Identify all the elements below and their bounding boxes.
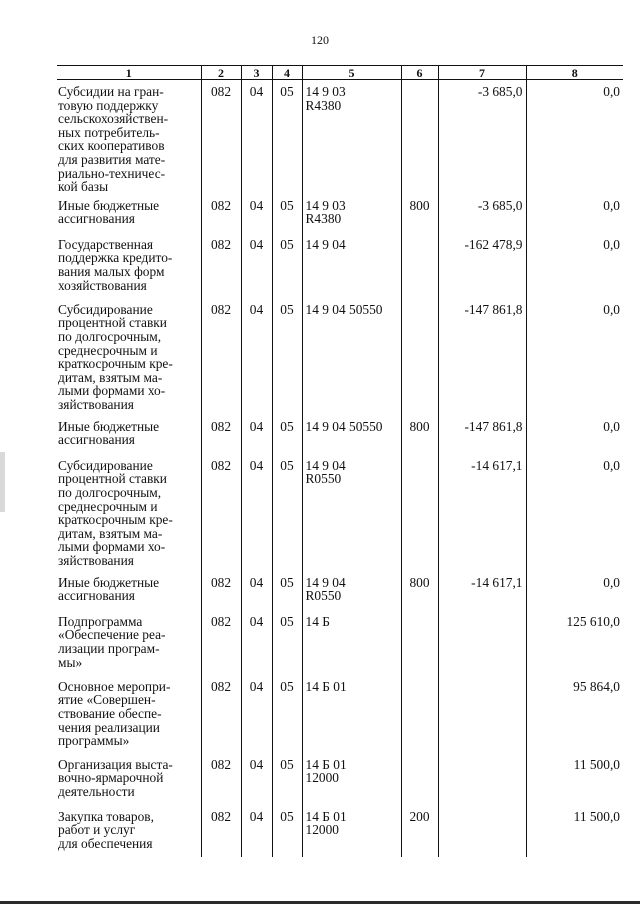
col4-cell: 05 [272, 571, 302, 610]
expense-type-cell: 200 [401, 805, 438, 857]
col4-cell: 05 [272, 233, 302, 298]
expense-type-cell [401, 80, 438, 194]
expense-type-cell [401, 753, 438, 805]
row-name-cell: Организация выста- вочно-ярмарочной деятельности [58, 756, 173, 799]
change-amount-cell: -3 685,0 [438, 194, 526, 233]
table-header [57, 66, 623, 80]
col3-cell: 04 [241, 454, 272, 571]
total-amount-cell: 11 500,0 [526, 805, 623, 857]
col2-cell: 082 [201, 298, 241, 415]
column-header: 4 [272, 66, 302, 80]
change-amount-cell: -147 861,8 [438, 415, 526, 454]
change-amount-cell [438, 805, 526, 857]
col2-cell: 082 [201, 753, 241, 805]
col2-cell: 082 [201, 415, 241, 454]
col4-cell: 05 [272, 454, 302, 571]
col2-cell: 082 [201, 454, 241, 571]
scan-fold-mark [0, 452, 5, 512]
column-header: 6 [401, 66, 438, 80]
col3-cell: 04 [241, 675, 272, 753]
column-header: 2 [201, 66, 241, 80]
target-code-cell: 14 Б 01 [302, 675, 401, 753]
col4-cell: 05 [272, 675, 302, 753]
row-name-cell: Основное меропри- ятие «Совершен- ствование обеспе- чения реализации программы» [58, 678, 171, 749]
change-amount-cell: -3 685,0 [438, 80, 526, 194]
expense-type-cell [401, 233, 438, 298]
expense-type-cell [401, 610, 438, 675]
col3-cell: 04 [241, 753, 272, 805]
row-name-cell: Субсидии на гран- товую поддержку сельскохозяйствен- ных потребитель- ских кооперативов для развития мате- риально-техничес- кой базы [58, 84, 169, 194]
scan-bottom-edge [0, 901, 640, 904]
column-header: 7 [438, 66, 526, 80]
change-amount-cell [438, 610, 526, 675]
col4-cell: 05 [272, 298, 302, 415]
row-name-cell: Субсидирование процентной ставки по долгосрочным, среднесрочным и краткосрочным кре- дитам, взятым ма- лыми формами хо- зяйствования [58, 457, 173, 568]
column-header: 1 [57, 66, 201, 80]
table-row [57, 805, 623, 857]
target-code-cell: 14 9 04 R0550 [302, 454, 401, 571]
total-amount-cell: 0,0 [526, 298, 623, 415]
column-header: 8 [526, 66, 623, 80]
table-body [57, 80, 623, 857]
col2-cell: 082 [201, 805, 241, 857]
expense-type-cell: 800 [401, 415, 438, 454]
row-name-cell: Иные бюджетные ассигнования [58, 197, 160, 227]
page-number: 120 [311, 33, 329, 47]
total-amount-cell: 0,0 [526, 571, 623, 610]
change-amount-cell: -14 617,1 [438, 571, 526, 610]
col3-cell: 04 [241, 194, 272, 233]
column-header: 5 [302, 66, 401, 80]
table-row [57, 298, 623, 415]
col4-cell: 05 [272, 610, 302, 675]
change-amount-cell: -147 861,8 [438, 298, 526, 415]
col4-cell: 05 [272, 805, 302, 857]
expense-type-cell: 800 [401, 571, 438, 610]
table-row [57, 571, 623, 610]
column-header: 3 [241, 66, 272, 80]
col3-cell: 04 [241, 805, 272, 857]
table-row [57, 80, 623, 194]
col3-cell: 04 [241, 610, 272, 675]
target-code-cell: 14 9 04 50550 [302, 298, 401, 415]
col3-cell: 04 [241, 415, 272, 454]
target-code-cell: 14 9 04 R0550 [302, 571, 401, 610]
row-name-cell: Иные бюджетные ассигнования [58, 418, 160, 448]
total-amount-cell: 0,0 [526, 233, 623, 298]
col3-cell: 04 [241, 571, 272, 610]
change-amount-cell [438, 753, 526, 805]
col4-cell: 05 [272, 194, 302, 233]
col4-cell: 05 [272, 415, 302, 454]
col4-cell: 05 [272, 80, 302, 194]
col2-cell: 082 [201, 233, 241, 298]
row-name-cell: Субсидирование процентной ставки по долгосрочным, среднесрочным и краткосрочным кре- дитам, взятым ма- лыми формами хо- зяйствования [58, 301, 173, 412]
expense-type-cell: 800 [401, 194, 438, 233]
col3-cell: 04 [241, 233, 272, 298]
total-amount-cell: 11 500,0 [526, 753, 623, 805]
table-row [57, 610, 623, 675]
table-row [57, 233, 623, 298]
col3-cell: 04 [241, 80, 272, 194]
target-code-cell: 14 Б 01 12000 [302, 753, 401, 805]
table-row [57, 194, 623, 233]
table-row [57, 454, 623, 571]
target-code-cell: 14 Б 01 12000 [302, 805, 401, 857]
column-number-row [57, 66, 623, 80]
target-code-cell: 14 9 04 50550 [302, 415, 401, 454]
target-code-cell: 14 9 04 [302, 233, 401, 298]
expense-type-cell [401, 298, 438, 415]
row-name-cell: Иные бюджетные ассигнования [58, 574, 160, 604]
expense-type-cell [401, 454, 438, 571]
col2-cell: 082 [201, 675, 241, 753]
target-code-cell: 14 9 03 R4380 [302, 80, 401, 194]
col2-cell: 082 [201, 571, 241, 610]
col4-cell: 05 [272, 753, 302, 805]
change-amount-cell [438, 675, 526, 753]
budget-table [57, 65, 623, 857]
total-amount-cell: 125 610,0 [526, 610, 623, 675]
col2-cell: 082 [201, 194, 241, 233]
target-code-cell: 14 9 03 R4380 [302, 194, 401, 233]
col2-cell: 082 [201, 610, 241, 675]
change-amount-cell: -14 617,1 [438, 454, 526, 571]
table-row [57, 675, 623, 753]
change-amount-cell: -162 478,9 [438, 233, 526, 298]
col2-cell: 082 [201, 80, 241, 194]
expense-type-cell [401, 675, 438, 753]
total-amount-cell: 0,0 [526, 415, 623, 454]
row-name-cell: Закупка товаров, работ и услуг для обеспечения [58, 808, 154, 851]
total-amount-cell: 0,0 [526, 80, 623, 194]
row-name-cell: Государственная поддержка кредито- вания малых форм хозяйствования [58, 236, 173, 293]
total-amount-cell: 0,0 [526, 194, 623, 233]
total-amount-cell: 0,0 [526, 454, 623, 571]
col3-cell: 04 [241, 298, 272, 415]
target-code-cell: 14 Б [302, 610, 401, 675]
table-row [57, 415, 623, 454]
table-row [57, 753, 623, 805]
total-amount-cell: 95 864,0 [526, 675, 623, 753]
row-name-cell: Подпрограмма «Обеспечение реа- лизации програм- мы» [58, 613, 166, 670]
